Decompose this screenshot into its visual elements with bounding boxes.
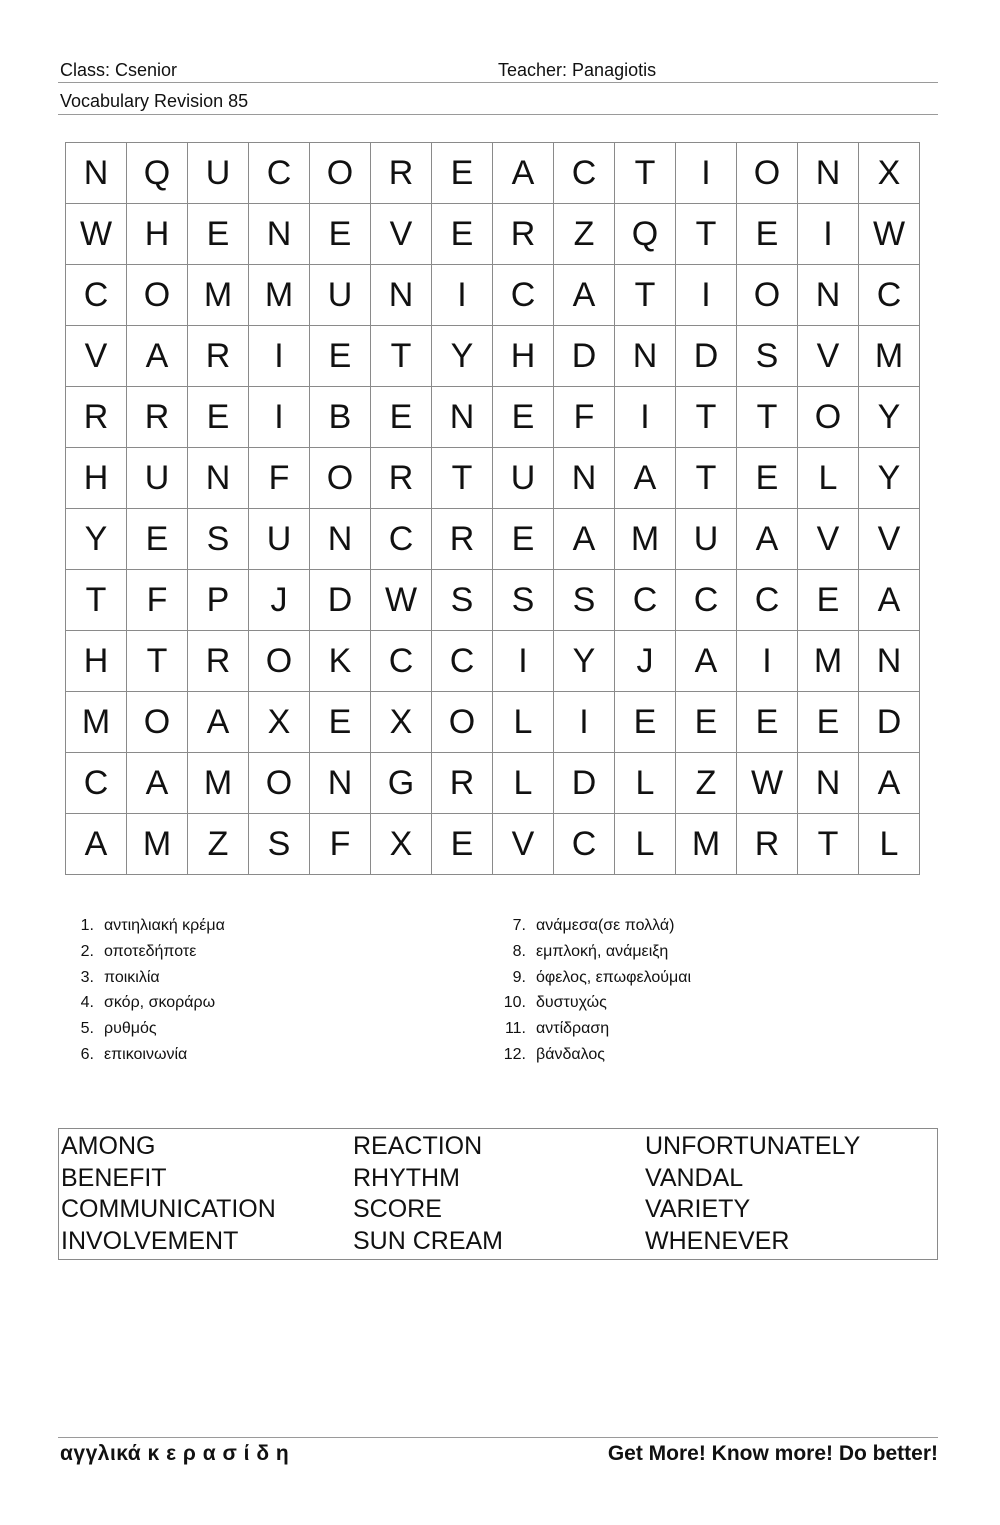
grid-cell[interactable]: V (493, 814, 554, 875)
grid-cell[interactable]: C (676, 570, 737, 631)
grid-cell[interactable]: H (66, 448, 127, 509)
grid-cell[interactable]: A (859, 570, 920, 631)
grid-cell[interactable]: S (249, 814, 310, 875)
clue-item (58, 1042, 225, 1068)
grid-cell[interactable]: N (798, 143, 859, 204)
grid-cell[interactable]: Y (859, 387, 920, 448)
clue-text: ποικιλία (104, 968, 160, 986)
grid-cell[interactable]: W (66, 204, 127, 265)
grid-cell[interactable]: A (493, 143, 554, 204)
grid-cell[interactable]: T (371, 326, 432, 387)
grid-cell[interactable]: R (432, 509, 493, 570)
grid-cell[interactable]: T (615, 265, 676, 326)
clue-list-right (490, 913, 691, 1068)
grid-cell[interactable]: V (859, 509, 920, 570)
grid-cell[interactable]: I (676, 143, 737, 204)
grid-cell[interactable]: A (676, 631, 737, 692)
clue-item (58, 913, 225, 939)
grid-cell[interactable]: Y (66, 509, 127, 570)
grid-cell[interactable]: O (249, 631, 310, 692)
grid-cell[interactable]: A (127, 753, 188, 814)
clue-number: 5. (80, 1020, 94, 1038)
grid-cell[interactable]: Z (188, 814, 249, 875)
grid-cell[interactable]: S (432, 570, 493, 631)
grid-cell[interactable]: C (737, 570, 798, 631)
grid-cell[interactable]: A (554, 265, 615, 326)
word-bank-word: COMMUNICATION (61, 1195, 276, 1223)
grid-cell[interactable]: D (554, 753, 615, 814)
word-bank-word: SUN CREAM (353, 1226, 504, 1255)
clue-number: 11. (504, 1020, 526, 1038)
grid-cell[interactable]: T (798, 814, 859, 875)
grid-cell[interactable]: E (432, 204, 493, 265)
grid-cell[interactable]: P (188, 570, 249, 631)
word-bank (58, 1128, 938, 1260)
grid-cell[interactable]: A (554, 509, 615, 570)
worksheet-title: Vocabulary Revision 85 (60, 91, 249, 111)
clue-text: αντιηλιακή κρέμα (104, 917, 225, 934)
grid-row (66, 631, 920, 692)
word-bank-word: WHENEVER (645, 1226, 790, 1255)
clue-item (490, 1042, 691, 1068)
clue-text: βάνδαλος (536, 1045, 605, 1063)
clue-item (490, 913, 691, 939)
grid-cell[interactable]: E (615, 692, 676, 753)
grid-cell[interactable]: N (310, 753, 371, 814)
grid-cell[interactable]: L (859, 814, 920, 875)
clue-number: 1. (80, 917, 94, 934)
grid-cell[interactable]: I (249, 387, 310, 448)
grid-cell[interactable]: N (66, 143, 127, 204)
clue-text: όφελος, επωφελούμαι (536, 968, 692, 986)
grid-cell[interactable]: C (493, 265, 554, 326)
clue-item (58, 990, 225, 1016)
grid-cell[interactable]: I (737, 631, 798, 692)
grid-cell[interactable]: E (493, 509, 554, 570)
grid-cell[interactable]: T (615, 143, 676, 204)
clue-number: 7. (512, 917, 526, 934)
grid-cell[interactable]: H (66, 631, 127, 692)
word-search-grid (65, 142, 920, 875)
grid-cell[interactable]: D (310, 570, 371, 631)
grid-cell[interactable]: C (371, 509, 432, 570)
grid-cell[interactable]: N (371, 265, 432, 326)
grid-row (66, 387, 920, 448)
grid-cell[interactable]: M (188, 265, 249, 326)
grid-cell[interactable]: C (859, 265, 920, 326)
grid-cell[interactable]: E (127, 509, 188, 570)
word-bank-word: INVOLVEMENT (61, 1226, 239, 1255)
grid-cell[interactable]: H (493, 326, 554, 387)
footer-slogan: Get More! Know more! Do better! (607, 1442, 938, 1465)
grid-cell[interactable]: Q (127, 143, 188, 204)
grid-cell[interactable]: H (127, 204, 188, 265)
grid-cell[interactable]: T (737, 387, 798, 448)
grid-row (66, 509, 920, 570)
grid-cell[interactable]: M (798, 631, 859, 692)
grid-cell[interactable]: N (310, 509, 371, 570)
grid-cell[interactable]: E (432, 143, 493, 204)
grid-cell[interactable]: R (188, 631, 249, 692)
grid-cell[interactable]: S (554, 570, 615, 631)
grid-cell[interactable]: O (249, 753, 310, 814)
clue-number: 6. (80, 1045, 94, 1063)
grid-cell[interactable]: S (737, 326, 798, 387)
clue-item (490, 990, 691, 1016)
grid-cell[interactable]: L (615, 753, 676, 814)
grid-row (66, 143, 920, 204)
grid-cell[interactable]: T (432, 448, 493, 509)
grid-cell[interactable]: C (432, 631, 493, 692)
grid-cell[interactable]: I (249, 326, 310, 387)
grid-cell[interactable]: N (554, 448, 615, 509)
word-bank-word: UNFORTUNATELY (645, 1132, 861, 1160)
grid-cell[interactable]: T (66, 570, 127, 631)
clue-text: αντίδραση (536, 1020, 610, 1038)
grid-row (66, 326, 920, 387)
grid-cell[interactable]: M (127, 814, 188, 875)
word-bank-word: AMONG (61, 1132, 156, 1160)
grid-cell[interactable]: N (188, 448, 249, 509)
grid-cell[interactable]: E (188, 204, 249, 265)
clue-text: σκόρ, σκοράρω (104, 994, 216, 1012)
grid-row (66, 265, 920, 326)
grid-cell[interactable]: L (615, 814, 676, 875)
grid-cell[interactable]: A (859, 753, 920, 814)
clue-number: 3. (80, 968, 94, 986)
grid-row (66, 204, 920, 265)
grid-cell[interactable]: F (127, 570, 188, 631)
clue-number: 12. (503, 1045, 526, 1063)
header-row-2 (58, 90, 938, 115)
clue-text: ανάμεσα(σε πολλά) (536, 917, 675, 934)
footer (58, 1437, 938, 1478)
grid-cell[interactable]: Z (554, 204, 615, 265)
word-bank-word: VARIETY (645, 1195, 751, 1223)
grid-cell[interactable]: O (798, 387, 859, 448)
grid-cell[interactable]: I (432, 265, 493, 326)
grid-cell[interactable]: M (66, 692, 127, 753)
grid-cell[interactable]: E (432, 814, 493, 875)
grid-cell[interactable]: U (676, 509, 737, 570)
grid-cell[interactable]: I (798, 204, 859, 265)
grid-cell[interactable]: C (615, 570, 676, 631)
grid-cell[interactable]: N (798, 753, 859, 814)
grid-cell[interactable]: T (676, 204, 737, 265)
grid-cell[interactable]: V (371, 204, 432, 265)
grid-cell[interactable]: V (66, 326, 127, 387)
grid-cell[interactable]: L (493, 692, 554, 753)
grid-cell[interactable]: U (310, 265, 371, 326)
grid-cell[interactable]: D (859, 692, 920, 753)
grid-cell[interactable]: Y (554, 631, 615, 692)
grid-cell[interactable]: C (554, 814, 615, 875)
grid-row (66, 692, 920, 753)
grid-cell[interactable]: U (188, 143, 249, 204)
grid-cell[interactable]: M (676, 814, 737, 875)
clue-item (58, 939, 225, 965)
grid-cell[interactable]: W (859, 204, 920, 265)
grid-cell[interactable]: O (432, 692, 493, 753)
grid-cell[interactable]: X (859, 143, 920, 204)
clue-list-left (58, 913, 225, 1068)
grid-cell[interactable]: A (615, 448, 676, 509)
word-bank-word: RHYTHM (353, 1163, 460, 1192)
grid-cell[interactable]: E (676, 692, 737, 753)
grid-cell[interactable]: M (249, 265, 310, 326)
grid-cell[interactable]: A (737, 509, 798, 570)
grid-cell[interactable]: I (615, 387, 676, 448)
grid-cell[interactable]: R (371, 143, 432, 204)
grid-cell[interactable]: Z (676, 753, 737, 814)
clue-text: ρυθμός (104, 1020, 157, 1038)
grid-cell[interactable]: O (127, 692, 188, 753)
grid-cell[interactable]: T (676, 448, 737, 509)
grid-row (66, 814, 920, 875)
grid-cell[interactable]: S (188, 509, 249, 570)
grid-cell[interactable]: C (371, 631, 432, 692)
word-bank-word: REACTION (353, 1132, 483, 1160)
grid-cell[interactable]: R (371, 448, 432, 509)
clue-text: δυστυχώς (536, 994, 607, 1012)
grid-cell[interactable]: X (371, 814, 432, 875)
grid-cell[interactable]: F (554, 387, 615, 448)
grid-cell[interactable]: C (249, 143, 310, 204)
grid-cell[interactable]: U (493, 448, 554, 509)
grid-cell[interactable]: N (798, 265, 859, 326)
grid-row (66, 448, 920, 509)
grid-cell[interactable]: U (249, 509, 310, 570)
grid-cell[interactable]: C (66, 753, 127, 814)
clue-text: εμπλοκή, ανάμειξη (536, 942, 669, 960)
grid-cell[interactable]: E (798, 692, 859, 753)
footer-brand: αγγλικά κ ε ρ α σ ί δ η (60, 1442, 290, 1465)
clue-item (490, 1016, 691, 1042)
grid-cell[interactable]: E (188, 387, 249, 448)
grid-cell[interactable]: V (798, 509, 859, 570)
grid-cell[interactable]: I (493, 631, 554, 692)
grid-cell[interactable]: R (737, 814, 798, 875)
grid-cell[interactable]: A (188, 692, 249, 753)
grid-cell[interactable]: X (249, 692, 310, 753)
grid-cell[interactable]: Y (859, 448, 920, 509)
clue-item (490, 939, 691, 965)
clue-number: 8. (512, 942, 526, 960)
clue-item (490, 965, 691, 991)
grid-cell[interactable]: F (249, 448, 310, 509)
grid-cell[interactable]: D (554, 326, 615, 387)
word-bank-word: BENEFIT (61, 1163, 167, 1192)
grid-cell[interactable]: S (493, 570, 554, 631)
word-bank-word: SCORE (353, 1195, 442, 1223)
clue-text: οποτεδήποτε (104, 942, 197, 960)
grid-cell[interactable]: X (371, 692, 432, 753)
grid-cell[interactable]: O (737, 143, 798, 204)
word-bank-word: VANDAL (645, 1163, 744, 1192)
grid-cell[interactable]: L (493, 753, 554, 814)
word-bank-column (645, 1131, 860, 1257)
class-label: Class: Csenior (60, 60, 178, 80)
grid-cell[interactable]: R (493, 204, 554, 265)
grid-row (66, 570, 920, 631)
word-bank-column (353, 1131, 503, 1257)
grid-cell[interactable]: J (615, 631, 676, 692)
grid-cell[interactable]: N (249, 204, 310, 265)
grid-row (66, 753, 920, 814)
grid-cell[interactable]: C (554, 143, 615, 204)
grid-cell[interactable]: E (737, 692, 798, 753)
grid-cell[interactable]: Y (432, 326, 493, 387)
grid-cell[interactable]: O (310, 143, 371, 204)
grid-cell[interactable]: M (859, 326, 920, 387)
grid-cell[interactable]: R (66, 387, 127, 448)
grid-cell[interactable]: E (310, 326, 371, 387)
grid-cell[interactable]: B (310, 387, 371, 448)
grid-cell[interactable]: R (127, 387, 188, 448)
clue-number: 4. (80, 994, 94, 1012)
grid-cell[interactable]: E (737, 204, 798, 265)
grid-cell[interactable]: N (615, 326, 676, 387)
clue-number: 10. (503, 994, 526, 1012)
grid-cell[interactable]: F (310, 814, 371, 875)
grid-cell[interactable]: E (310, 692, 371, 753)
grid-cell[interactable]: E (310, 204, 371, 265)
grid-cell[interactable]: J (249, 570, 310, 631)
grid-cell[interactable]: I (676, 265, 737, 326)
grid-cell[interactable]: E (493, 387, 554, 448)
word-bank-column (61, 1131, 276, 1257)
grid-cell[interactable]: C (66, 265, 127, 326)
grid-cell[interactable]: M (188, 753, 249, 814)
grid-cell[interactable]: L (798, 448, 859, 509)
grid-cell[interactable]: T (676, 387, 737, 448)
grid-cell[interactable]: K (310, 631, 371, 692)
grid-cell[interactable]: O (310, 448, 371, 509)
grid-cell[interactable]: I (554, 692, 615, 753)
grid-cell[interactable]: N (859, 631, 920, 692)
grid-cell[interactable]: A (66, 814, 127, 875)
grid-cell[interactable]: V (798, 326, 859, 387)
grid-cell[interactable]: A (127, 326, 188, 387)
clue-text: επικοινωνία (104, 1045, 188, 1063)
grid-cell[interactable]: W (737, 753, 798, 814)
grid-cell[interactable]: E (371, 387, 432, 448)
header-row-1 (58, 58, 938, 83)
grid-cell[interactable]: D (676, 326, 737, 387)
grid-cell[interactable]: W (371, 570, 432, 631)
clue-item (58, 965, 225, 991)
grid-cell[interactable]: Q (615, 204, 676, 265)
grid-cell[interactable]: G (371, 753, 432, 814)
clue-item (58, 1016, 225, 1042)
teacher-label: Teacher: Panagiotis (498, 60, 657, 80)
grid-cell[interactable]: N (432, 387, 493, 448)
grid-cell[interactable]: E (798, 570, 859, 631)
grid-cell[interactable]: T (127, 631, 188, 692)
clue-number: 2. (80, 942, 94, 960)
grid-cell[interactable]: R (432, 753, 493, 814)
grid-cell[interactable]: U (127, 448, 188, 509)
grid-cell[interactable]: O (737, 265, 798, 326)
grid-cell[interactable]: R (188, 326, 249, 387)
grid-cell[interactable]: E (737, 448, 798, 509)
grid-cell[interactable]: M (615, 509, 676, 570)
clue-number: 9. (512, 968, 526, 986)
grid-cell[interactable]: O (127, 265, 188, 326)
